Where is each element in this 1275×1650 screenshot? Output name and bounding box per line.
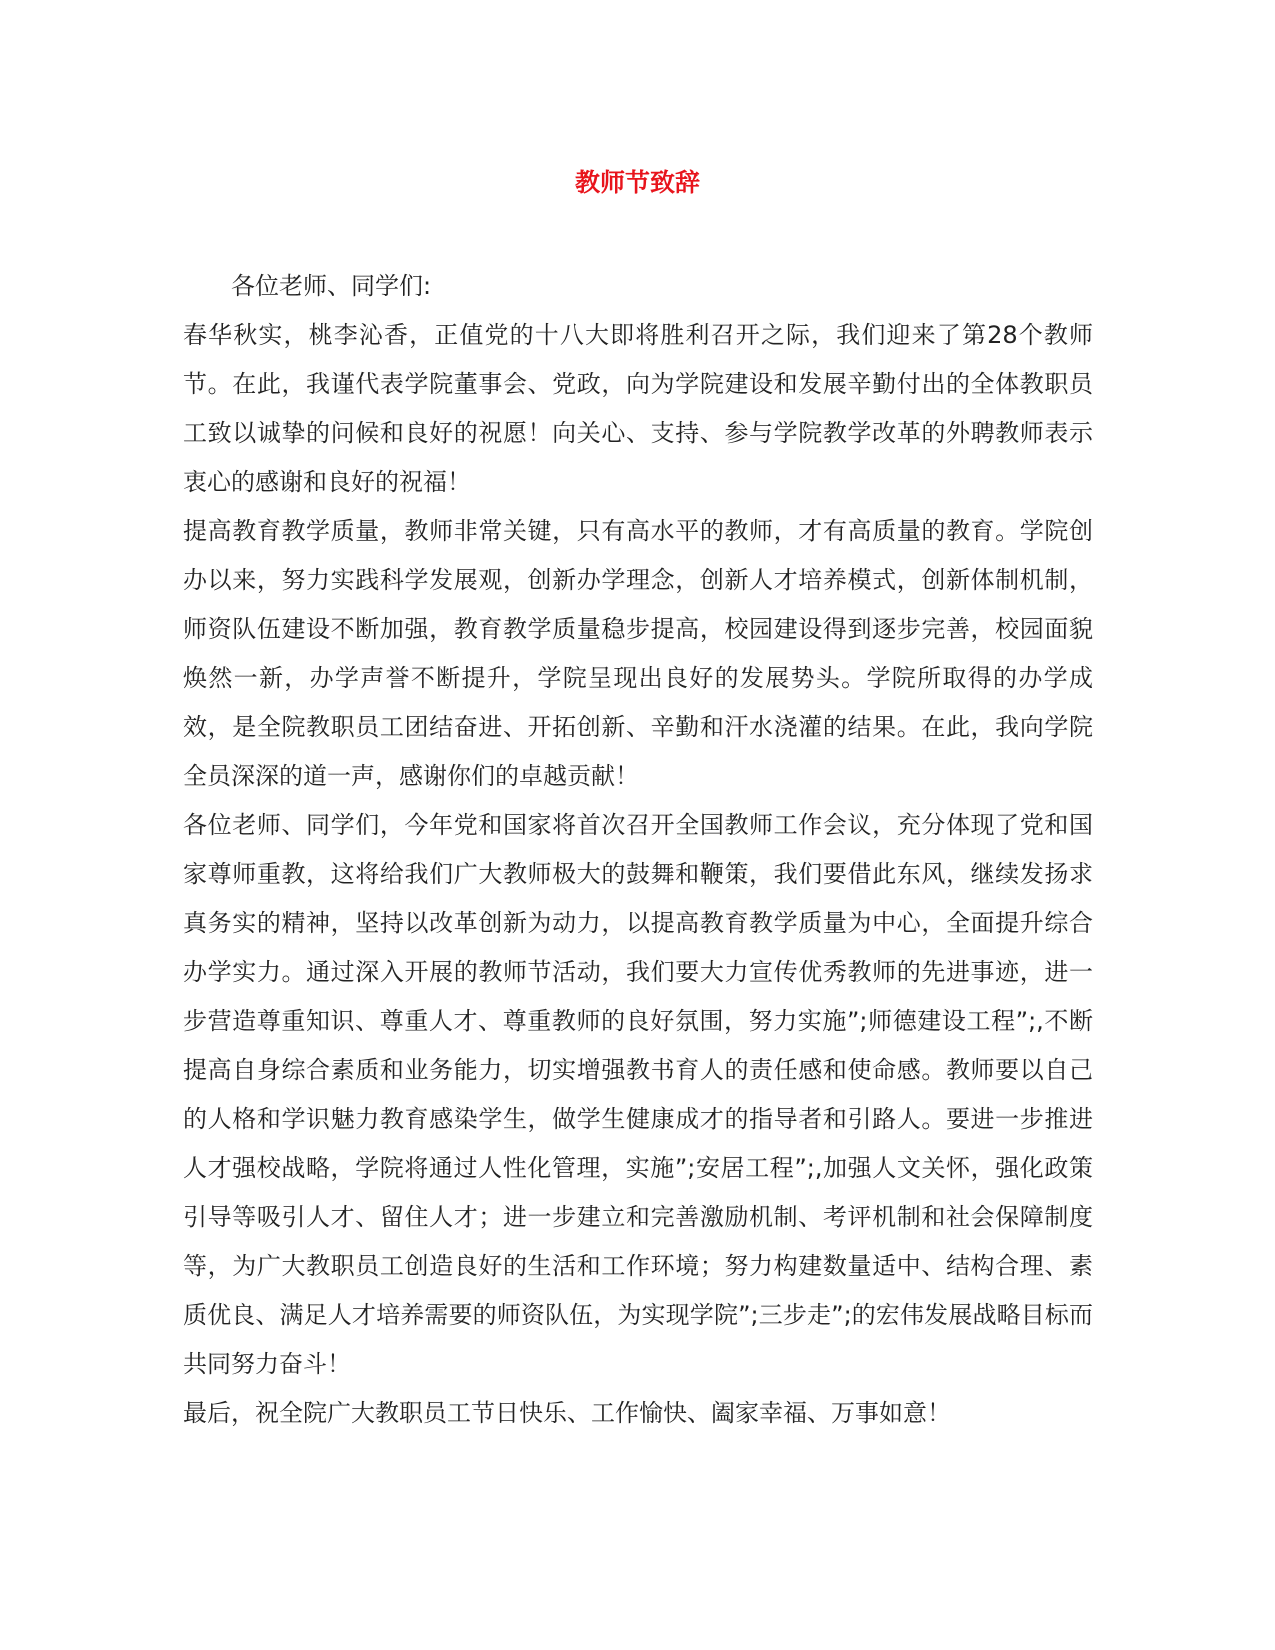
paragraph-2: 提高教育教学质量，教师非常关键，只有高水平的教师，才有高质量的教育。学院创办以来，努力实践科学发展观，创新办学理念，创新人才培养模式，创新体制机制，师资队伍建设不断加强，教育教学质量稳步提高，校园建设得到逐步完善，校园面貌焕然一新，办学声誉不断提升，学院呈现出良好的发展势头。学院所取得的办学成效，是全院教职员工团结奋进、开拓创新、辛勤和汗水浇灌的结果。在此，我向学院全员深深的道一声，感谢你们的卓越贡献！ <box>183 517 1093 790</box>
document-title: 教师节致辞 <box>574 168 700 197</box>
document-body <box>183 262 1093 1438</box>
paragraph-1: 春华秋实，桃李沁香，正值党的十八大即将胜利召开之际，我们迎来了第28个教师节。在此，我谨代表学院董事会、党政，向为学院建设和发展辛勤付出的全体教职员工致以诚挚的问候和良好的祝愿！向关心、支持、参与学院教学改革的外聘教师表示衷心的感谢和良好的祝福！ <box>183 321 1093 496</box>
salutation: 各位老师、同学们: <box>231 272 432 300</box>
paragraph-4: 最后，祝全院广大教职员工节日快乐、工作愉快、阖家幸福、万事如意！ <box>183 1399 951 1427</box>
paragraph-3: 各位老师、同学们，今年党和国家将首次召开全国教师工作会议，充分体现了党和国家尊师重教，这将给我们广大教师极大的鼓舞和鞭策，我们要借此东风，继续发扬求真务实的精神，坚持以改革创新为动力，以提高教育教学质量为中心，全面提升综合办学实力。通过深入开展的教师节活动，我们要大力宣传优秀教师的先进事迹，进一步营造尊重知识、尊重人才、尊重教师的良好氛围，努力实施”;师德建设工程”;,不断提高自身综合素质和业务能力，切实增强教书育人的责任感和使命感。教师要以自己的人格和学识魅力教育感染学生，做学生健康成才的指导者和引路人。要进一步推进人才强校战略，学院将通过人性化管理，实施”;安居工程”;,加强人文关怀，强化政策引导等吸引人才、留住人才；进一步建立和完善激励机制、考评机制和社会保障制度等，为广大教职员工创造良好的生活和工作环境；努力构建数量适中、结构合理、素质优良、满足人才培养需要的师资队伍，为实现学院”;三步走”;的宏伟发展战略目标而共同努力奋斗！ <box>183 811 1093 1378</box>
